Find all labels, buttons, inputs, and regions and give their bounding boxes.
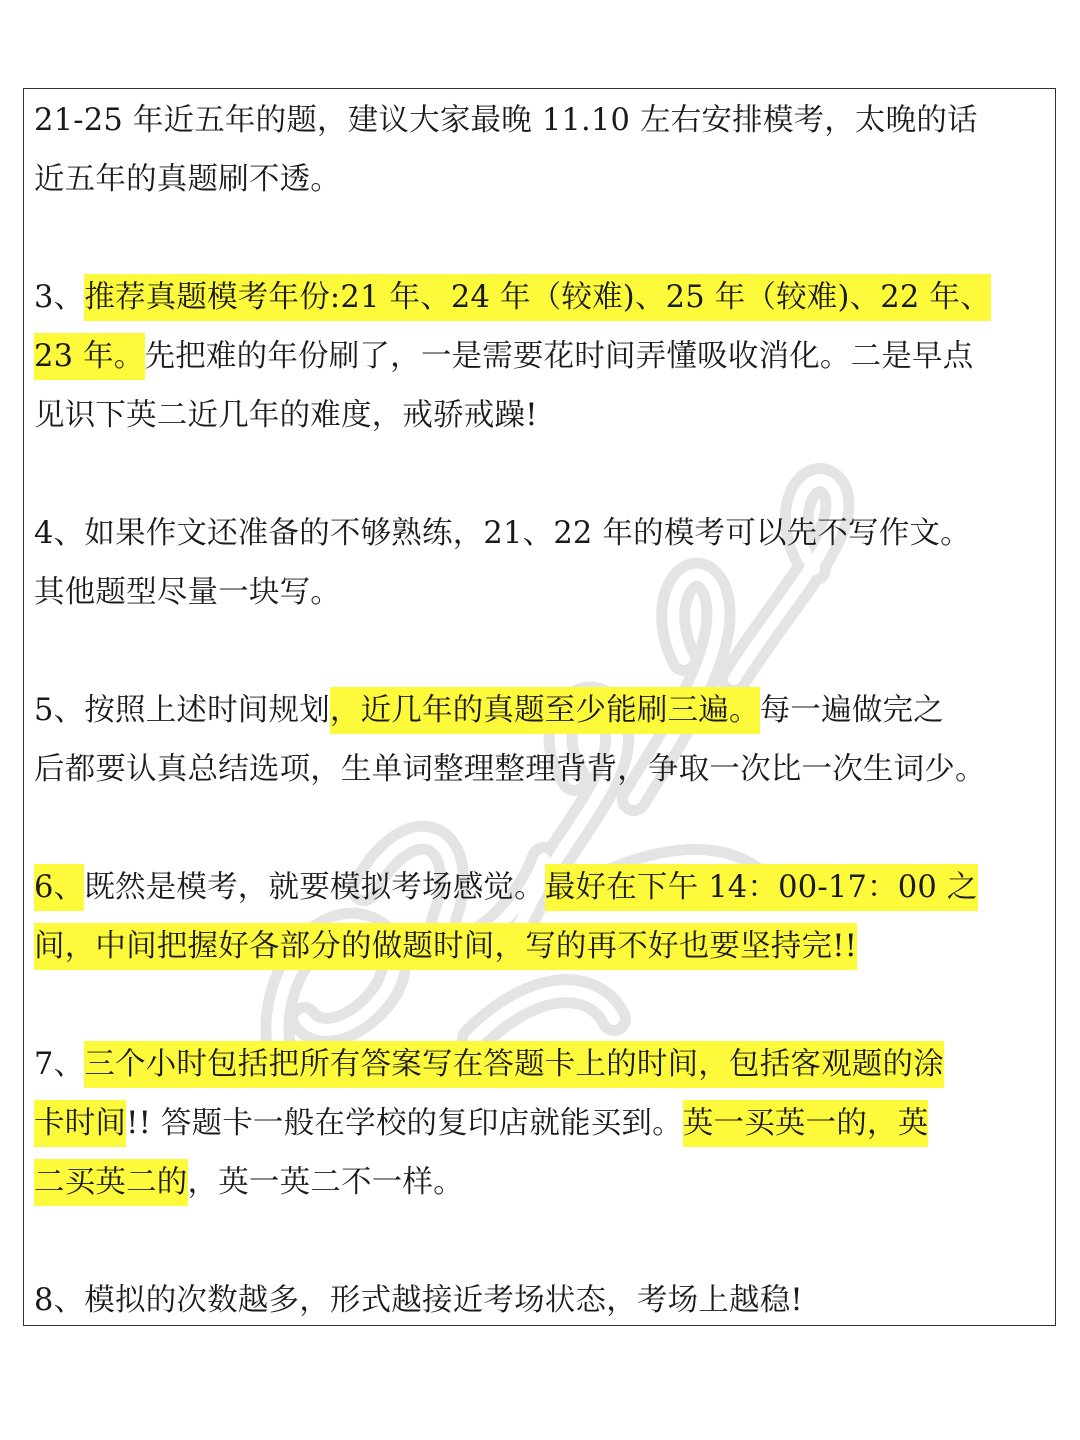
document-box: [23, 88, 1056, 1326]
paragraph: [34, 268, 1046, 445]
text-segment: 既然是模考，就要模拟考场感觉。: [84, 870, 545, 905]
paragraph-gap: [34, 622, 1046, 681]
paragraph-gap: [34, 976, 1046, 1035]
paragraph: [34, 858, 1046, 976]
text-line: [34, 740, 1046, 799]
paragraph-gap: [34, 1212, 1046, 1271]
text-segment: ，英一英二不一样。: [187, 1165, 464, 1200]
highlighted-text: 二买英二的: [34, 1159, 188, 1206]
text-line: [34, 504, 1046, 563]
highlighted-text: 6、: [34, 864, 84, 911]
text-segment: 近五年的真题刷不透。: [34, 162, 341, 197]
paragraph: [34, 681, 1046, 799]
text-segment: !! 答题卡一般在学校的复印店就能买到。: [126, 1106, 683, 1141]
text-line: [34, 1153, 1046, 1212]
text-segment: 7、: [34, 1047, 85, 1082]
highlighted-text: 英一买英一的，英: [683, 1100, 929, 1147]
text-segment: 后都要认真总结选项，生单词整理整理背背，争取一次比一次生词少。: [34, 752, 986, 787]
highlighted-text: 23 年。: [34, 333, 145, 380]
text-segment: 4、如果作文还准备的不够熟练，21、22 年的模考可以先不写作文。: [34, 516, 971, 551]
highlighted-text: 间，中间把握好各部分的做题时间，写的再不好也要坚持完!!: [34, 923, 857, 970]
paragraph: [34, 1035, 1046, 1212]
text-segment: 3、: [34, 280, 85, 315]
text-segment: 5、按照上述时间规划: [34, 693, 330, 728]
text-line: [34, 150, 1046, 209]
highlighted-text: 最好在下午 14：00-17：00 之: [545, 864, 978, 911]
text-line: [34, 268, 1046, 327]
paragraph: [34, 1271, 1046, 1326]
paragraph-gap: [34, 445, 1046, 504]
highlighted-text: 三个小时包括把所有答案写在答题卡上的时间，包括客观题的涂: [84, 1041, 944, 1088]
text-line: [34, 327, 1046, 386]
paragraph: [34, 91, 1046, 209]
paragraph-gap: [34, 799, 1046, 858]
text-line: [34, 386, 1046, 445]
text-line: [34, 917, 1046, 976]
text-segment: 见识下英二近几年的难度，戒骄戒躁!: [34, 398, 538, 433]
text-segment: 每一遍做完之: [759, 693, 944, 728]
text-line: [34, 1094, 1046, 1153]
text-line: [34, 858, 1046, 917]
highlighted-text: 推荐真题模考年份:21 年、24 年（较难)、25 年（较难)、22 年、: [84, 274, 991, 321]
paragraph-gap: [34, 209, 1046, 268]
text-line: [34, 1271, 1046, 1326]
document-body: [34, 91, 1046, 1326]
text-segment: 其他题型尽量一块写。: [34, 575, 341, 610]
text-line: [34, 681, 1046, 740]
text-line: [34, 563, 1046, 622]
text-segment: 先把难的年份刷了，一是需要花时间弄懂吸收消化。二是早点: [144, 339, 974, 374]
text-line: [34, 1035, 1046, 1094]
highlighted-text: 卡时间: [34, 1100, 126, 1147]
text-segment: 21-25 年近五年的题，建议大家最晚 11.10 左右安排模考，太晚的话: [34, 103, 978, 138]
highlighted-text: ，近几年的真题至少能刷三遍。: [330, 687, 760, 734]
paragraph: [34, 504, 1046, 622]
text-line: [34, 91, 1046, 150]
text-segment: 8、模拟的次数越多，形式越接近考场状态，考场上越稳!: [34, 1283, 803, 1318]
